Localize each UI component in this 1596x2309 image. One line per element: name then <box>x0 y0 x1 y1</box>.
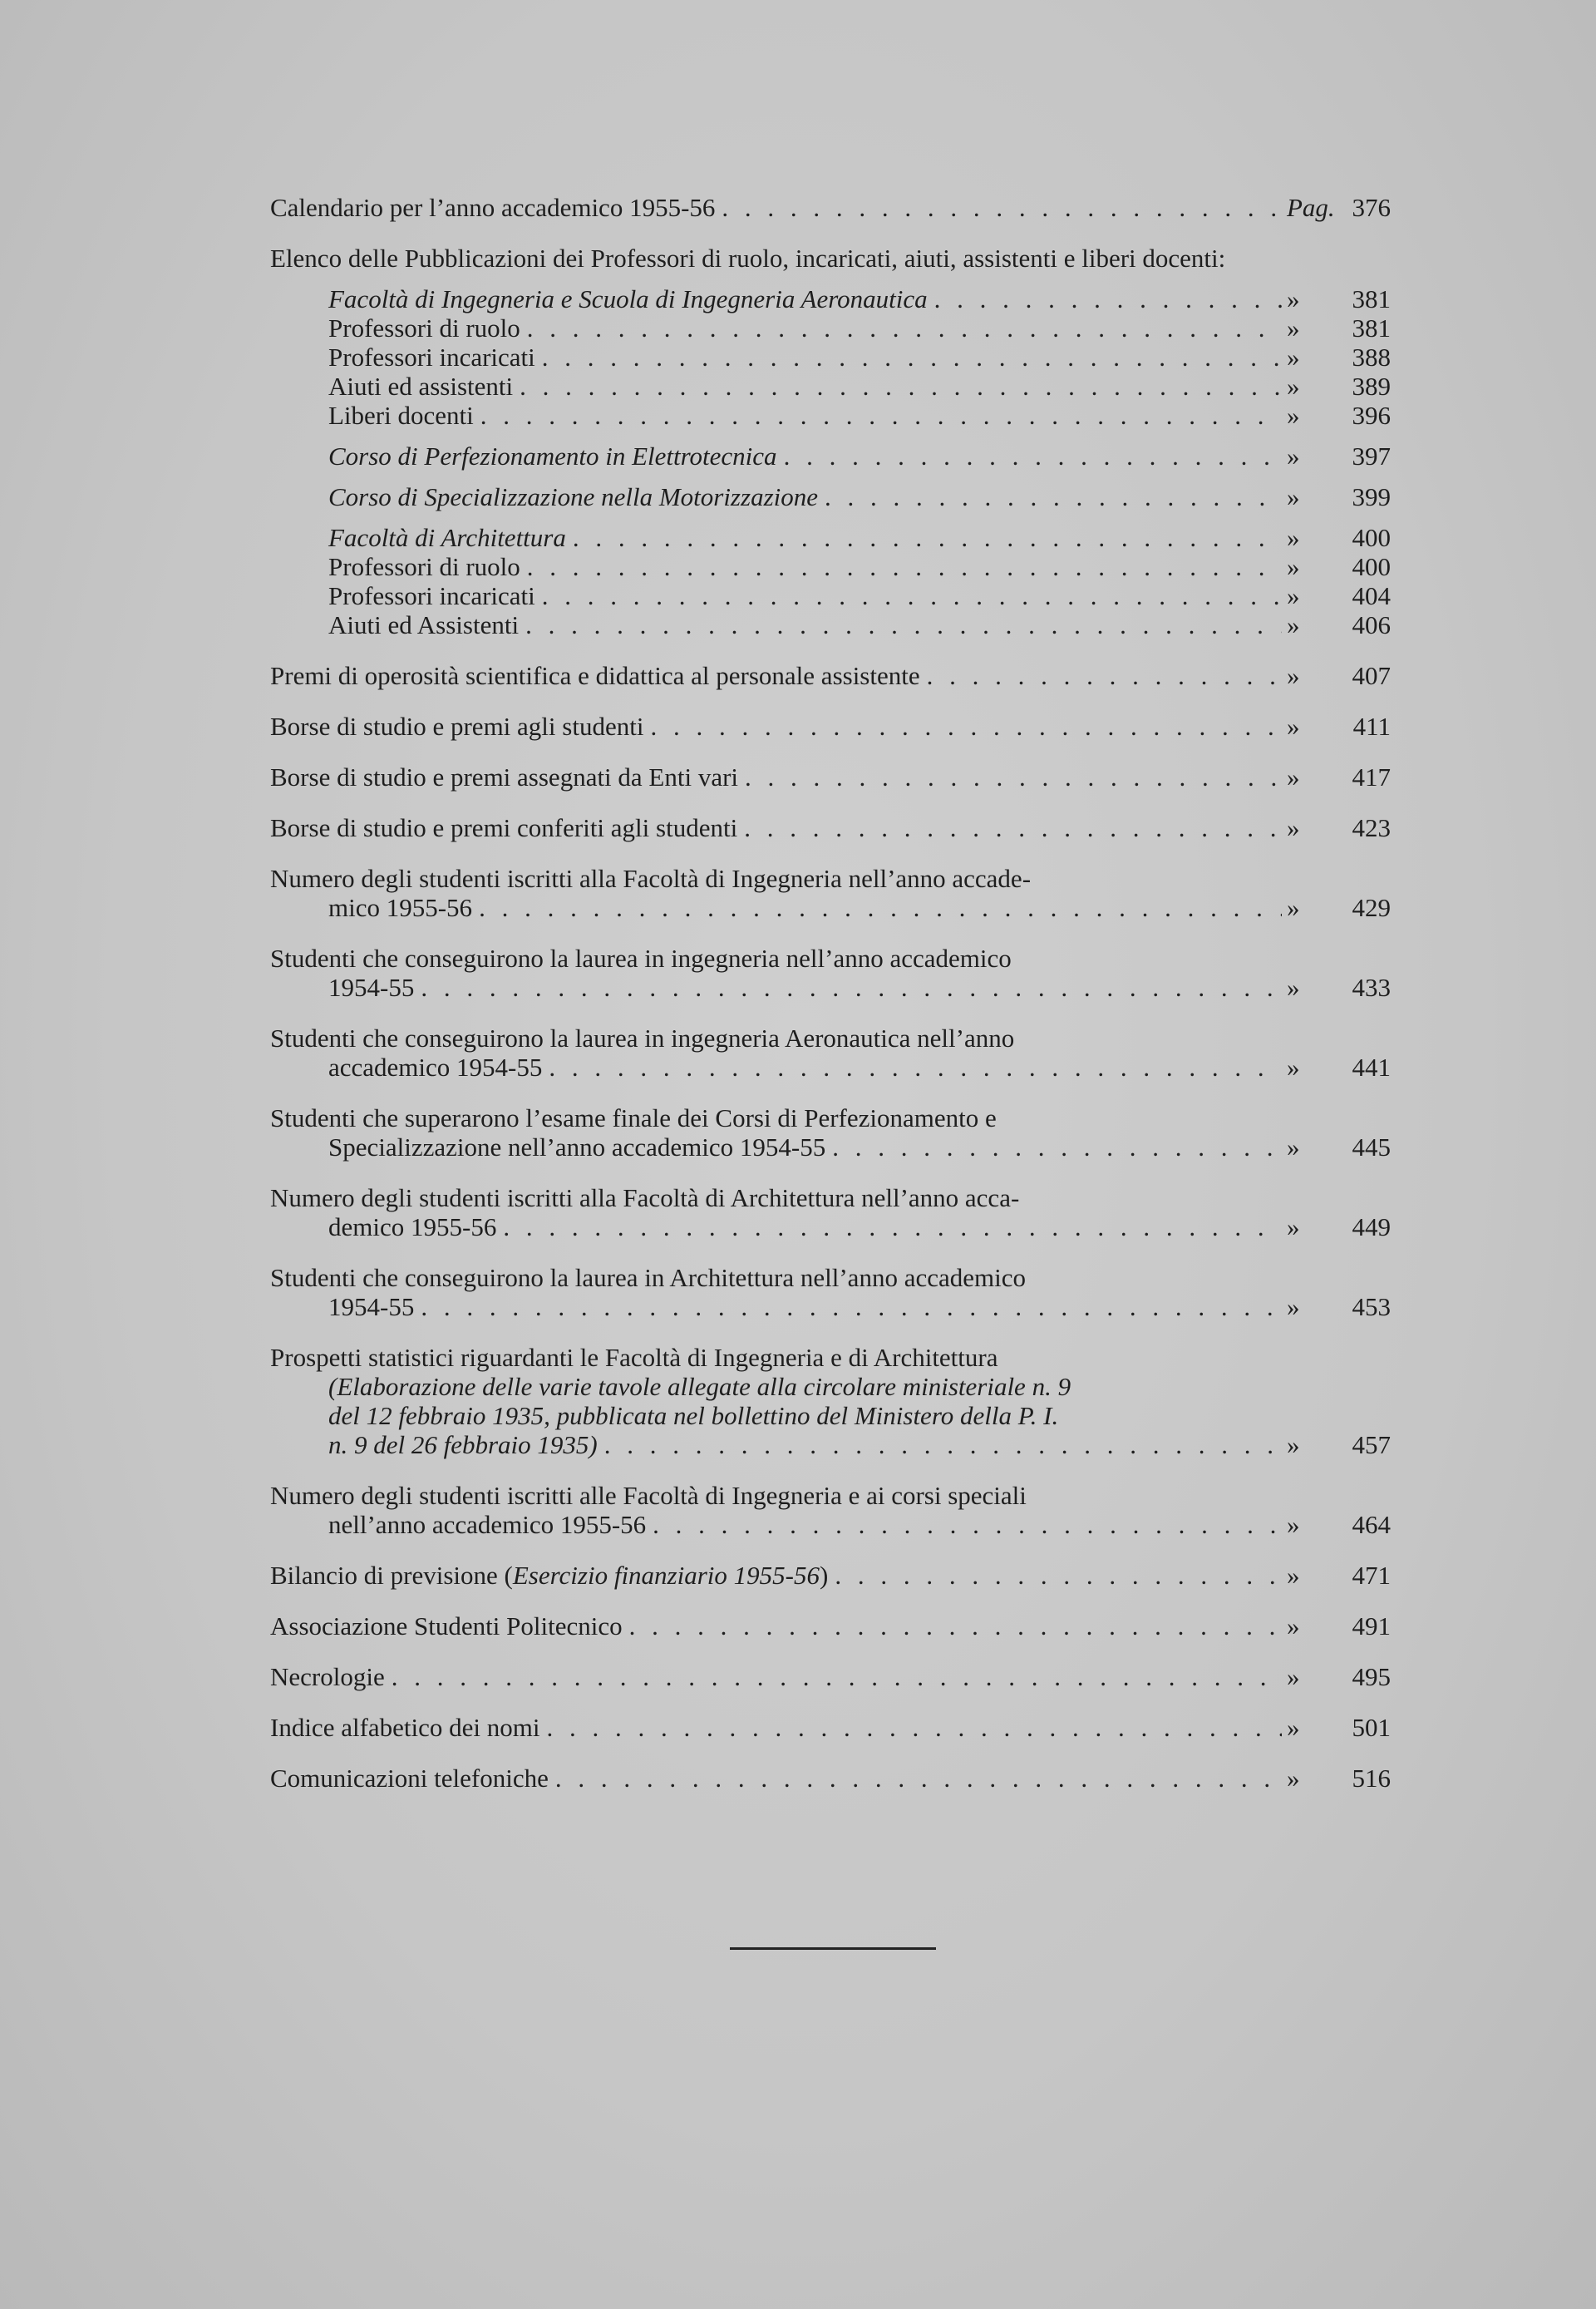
dot-leader <box>927 661 1282 690</box>
toc-entry-title: Professori incaricati <box>328 581 535 610</box>
toc-entry-title: Bilancio di previsione <box>270 1561 498 1590</box>
ditto-mark: » <box>1287 284 1300 313</box>
toc-entry-title: Borse di studio e premi assegnati da Enti vari <box>270 762 739 792</box>
toc-entry <box>270 1024 1391 1082</box>
page-number: 449 <box>1352 1212 1391 1241</box>
page-number: 501 <box>1352 1713 1391 1742</box>
page-number: 396 <box>1352 401 1391 430</box>
ditto-mark: » <box>1287 1764 1300 1793</box>
toc-entry <box>270 944 1391 1002</box>
dot-leader <box>604 1430 1282 1459</box>
toc-subentry <box>270 343 1391 372</box>
ditto-mark: » <box>1287 1132 1300 1162</box>
ditto-mark: » <box>1287 442 1300 471</box>
dot-leader <box>573 523 1282 552</box>
toc-entry-title-line1: Numero degli studenti iscritti alla Facoltà di Architettura nell’anno acca- <box>270 1183 1020 1212</box>
page-number: 397 <box>1352 442 1391 471</box>
dot-leader <box>825 482 1282 511</box>
toc-subentry <box>270 581 1391 610</box>
page-number: 404 <box>1352 581 1391 610</box>
ditto-mark: » <box>1287 610 1300 639</box>
toc-entry <box>270 712 1391 741</box>
toc-entry <box>270 813 1391 842</box>
toc-entry <box>270 1183 1391 1241</box>
dot-leader <box>745 762 1282 792</box>
ditto-mark: » <box>1287 712 1300 741</box>
page-number: 417 <box>1352 762 1391 792</box>
ditto-mark: » <box>1287 401 1300 430</box>
ditto-mark: » <box>1287 1430 1300 1459</box>
page-number: 381 <box>1352 284 1391 313</box>
toc-entry <box>270 1481 1391 1539</box>
toc-entry <box>270 762 1391 792</box>
page-number: 400 <box>1352 552 1391 581</box>
ditto-mark: » <box>1287 893 1300 922</box>
dot-leader <box>744 813 1282 842</box>
toc-entry <box>270 1662 1391 1691</box>
toc-entry-title: Corso di Specializzazione nella Motorizzazione <box>328 482 818 511</box>
page-number: 376 <box>1352 193 1391 222</box>
dot-leader <box>653 1510 1282 1539</box>
ditto-mark: » <box>1287 1510 1300 1539</box>
page-number: 406 <box>1352 610 1391 639</box>
dot-leader <box>835 1561 1282 1590</box>
dot-leader <box>421 973 1282 1002</box>
page-number: 471 <box>1352 1561 1391 1590</box>
toc-entry-title-line1: Numero degli studenti iscritti alla Facoltà di Ingegneria nell’anno accade- <box>270 864 1032 893</box>
toc-subentry <box>270 401 1391 430</box>
page-number: 445 <box>1352 1132 1391 1162</box>
ditto-mark: » <box>1287 581 1300 610</box>
ditto-mark: » <box>1287 482 1300 511</box>
page-number: 457 <box>1352 1430 1391 1459</box>
dot-leader <box>520 372 1282 401</box>
dot-leader <box>392 1662 1282 1691</box>
dot-leader <box>722 193 1282 222</box>
dot-leader <box>525 610 1282 639</box>
toc-entry-title-line1: Prospetti statistici riguardanti le Facoltà di Ingegneria e di Architettura <box>270 1343 998 1372</box>
page-number: 464 <box>1352 1510 1391 1539</box>
dot-leader <box>527 552 1282 581</box>
dot-leader <box>542 581 1282 610</box>
toc-entry <box>270 193 1391 222</box>
toc-entry-title: Borse di studio e premi conferiti agli studenti <box>270 813 738 842</box>
ditto-mark: » <box>1287 523 1300 552</box>
toc-entry-title-line1: Numero degli studenti iscritti alle Facoltà di Ingegneria e ai corsi speciali <box>270 1481 1027 1510</box>
ditto-mark: » <box>1287 1212 1300 1241</box>
end-rule <box>730 1947 936 1950</box>
toc-subentry <box>270 284 1391 313</box>
dot-leader <box>555 1764 1282 1793</box>
ditto-mark: » <box>1287 762 1300 792</box>
toc-entry-title-italic: Esercizio finanziario 1955-56 <box>512 1561 820 1590</box>
ditto-mark: » <box>1287 1611 1300 1640</box>
ditto-mark: » <box>1287 661 1300 690</box>
page-number: 400 <box>1352 523 1391 552</box>
toc-entry <box>270 1611 1391 1640</box>
toc-subentry <box>270 552 1391 581</box>
page-number: 407 <box>1352 661 1391 690</box>
page-number: 516 <box>1352 1764 1391 1793</box>
toc-entry <box>270 1764 1391 1793</box>
toc-entry <box>270 661 1391 690</box>
dot-leader <box>549 1053 1282 1082</box>
toc-entry-title: Facoltà di Architettura <box>328 523 566 552</box>
toc-entry-title-line3: del 12 febbraio 1935, pubblicata nel bollettino del Ministero della P. I. <box>328 1401 1059 1430</box>
toc-entry <box>270 1103 1391 1162</box>
toc-subentry <box>270 523 1391 552</box>
page-number: 495 <box>1352 1662 1391 1691</box>
ditto-mark: » <box>1287 372 1300 401</box>
ditto-mark: » <box>1287 313 1300 343</box>
toc-entry-title: Premi di operosità scientifica e didattica al personale assistente <box>270 661 920 690</box>
dot-leader <box>480 401 1282 430</box>
toc-section-heading <box>270 244 1391 273</box>
toc-entry-title: Aiuti ed Assistenti <box>328 610 520 639</box>
toc-subentry <box>270 372 1391 401</box>
toc-entry-title-line2: nell’anno accademico 1955-56 <box>328 1510 647 1539</box>
toc-subentry <box>270 442 1391 471</box>
ditto-mark: » <box>1287 1662 1300 1691</box>
toc-entry-title: Liberi docenti <box>328 401 474 430</box>
toc-entry-title-line2: accademico 1954-55 <box>328 1053 543 1082</box>
toc-entry-title: Aiuti ed assistenti <box>328 372 514 401</box>
dot-leader <box>832 1132 1282 1162</box>
ditto-mark: » <box>1287 1713 1300 1742</box>
table-of-contents <box>270 193 1391 1793</box>
ditto-mark: » <box>1287 1561 1300 1590</box>
dot-leader <box>421 1292 1282 1321</box>
dot-leader <box>650 712 1282 741</box>
page-number: 381 <box>1352 313 1391 343</box>
toc-entry-title-line2: Specializzazione nell’anno accademico 1954-55 <box>328 1132 826 1162</box>
ditto-mark: » <box>1287 1053 1300 1082</box>
dot-leader <box>547 1713 1282 1742</box>
section-heading-text: Elenco delle Pubblicazioni dei Professori di ruolo, incaricati, aiuti, assistenti e liberi docenti: <box>270 244 1226 273</box>
toc-entry-title-line2: 1954-55 <box>328 1292 415 1321</box>
toc-entry-title: Professori di ruolo <box>328 313 520 343</box>
toc-entry-title-line1: Studenti che conseguirono la laurea in ingegneria Aeronautica nell’anno <box>270 1024 1015 1053</box>
page-number: 491 <box>1352 1611 1391 1640</box>
page-number: 388 <box>1352 343 1391 372</box>
page-number: 441 <box>1352 1053 1391 1082</box>
page-number: 389 <box>1352 372 1391 401</box>
dot-leader <box>479 893 1282 922</box>
toc-entry <box>270 864 1391 922</box>
toc-entry-title-line4: n. 9 del 26 febbraio 1935) <box>328 1430 598 1459</box>
toc-entry-title: Associazione Studenti Politecnico <box>270 1611 623 1640</box>
dot-leader <box>629 1611 1282 1640</box>
toc-entry-title: Necrologie <box>270 1662 385 1691</box>
page-number: 433 <box>1352 973 1391 1002</box>
toc-subentry <box>270 482 1391 511</box>
dot-leader <box>503 1212 1282 1241</box>
toc-entry <box>270 1713 1391 1742</box>
toc-entry-title: Corso di Perfezionamento in Elettrotecnica <box>328 442 777 471</box>
ditto-mark: » <box>1287 813 1300 842</box>
toc-entry-title-line2: demico 1955-56 <box>328 1212 497 1241</box>
ditto-mark: » <box>1287 973 1300 1002</box>
page-number: 429 <box>1352 893 1391 922</box>
toc-entry-title: Professori di ruolo <box>328 552 520 581</box>
dot-leader <box>527 313 1282 343</box>
toc-entry-title-line2: mico 1955-56 <box>328 893 473 922</box>
dot-leader <box>784 442 1282 471</box>
toc-entry <box>270 1343 1391 1459</box>
toc-entry-title: Calendario per l’anno accademico 1955-56 <box>270 193 716 222</box>
page-number: 453 <box>1352 1292 1391 1321</box>
toc-entry-title-line2: 1954-55 <box>328 973 415 1002</box>
page-prefix: Pag. <box>1287 193 1335 222</box>
toc-entry: Bilancio di previsione ( Esercizio finanziario 1955-56 ) . . . » 471 <box>270 1561 1391 1590</box>
toc-subentry <box>270 610 1391 639</box>
toc-entry <box>270 1263 1391 1321</box>
toc-entry-title-line1: Studenti che superarono l’esame finale dei Corsi di Perfezionamento e <box>270 1103 997 1132</box>
toc-entry-title: Professori incaricati <box>328 343 535 372</box>
page-number: 423 <box>1352 813 1391 842</box>
toc-entry-title-line1: Studenti che conseguirono la laurea in Architettura nell’anno accademico <box>270 1263 1026 1292</box>
dot-leader <box>542 343 1282 372</box>
page-number: 399 <box>1352 482 1391 511</box>
ditto-mark: » <box>1287 1292 1300 1321</box>
toc-entry-title-line1: Studenti che conseguirono la laurea in ingegneria nell’anno accademico <box>270 944 1012 973</box>
toc-entry-title: Borse di studio e premi agli studenti <box>270 712 644 741</box>
ditto-mark: » <box>1287 343 1300 372</box>
dot-leader <box>934 284 1282 313</box>
toc-entry-title: Comunicazioni telefoniche <box>270 1764 549 1793</box>
toc-subentry <box>270 313 1391 343</box>
toc-entry-title: Facoltà di Ingegneria e Scuola di Ingegneria Aeronautica <box>328 284 928 313</box>
toc-entry-title-line2: (Elaborazione delle varie tavole allegate alla circolare ministeriale n. 9 <box>328 1372 1071 1401</box>
ditto-mark: » <box>1287 552 1300 581</box>
page-number: 411 <box>1352 712 1391 741</box>
toc-entry-title: Indice alfabetico dei nomi <box>270 1713 540 1742</box>
